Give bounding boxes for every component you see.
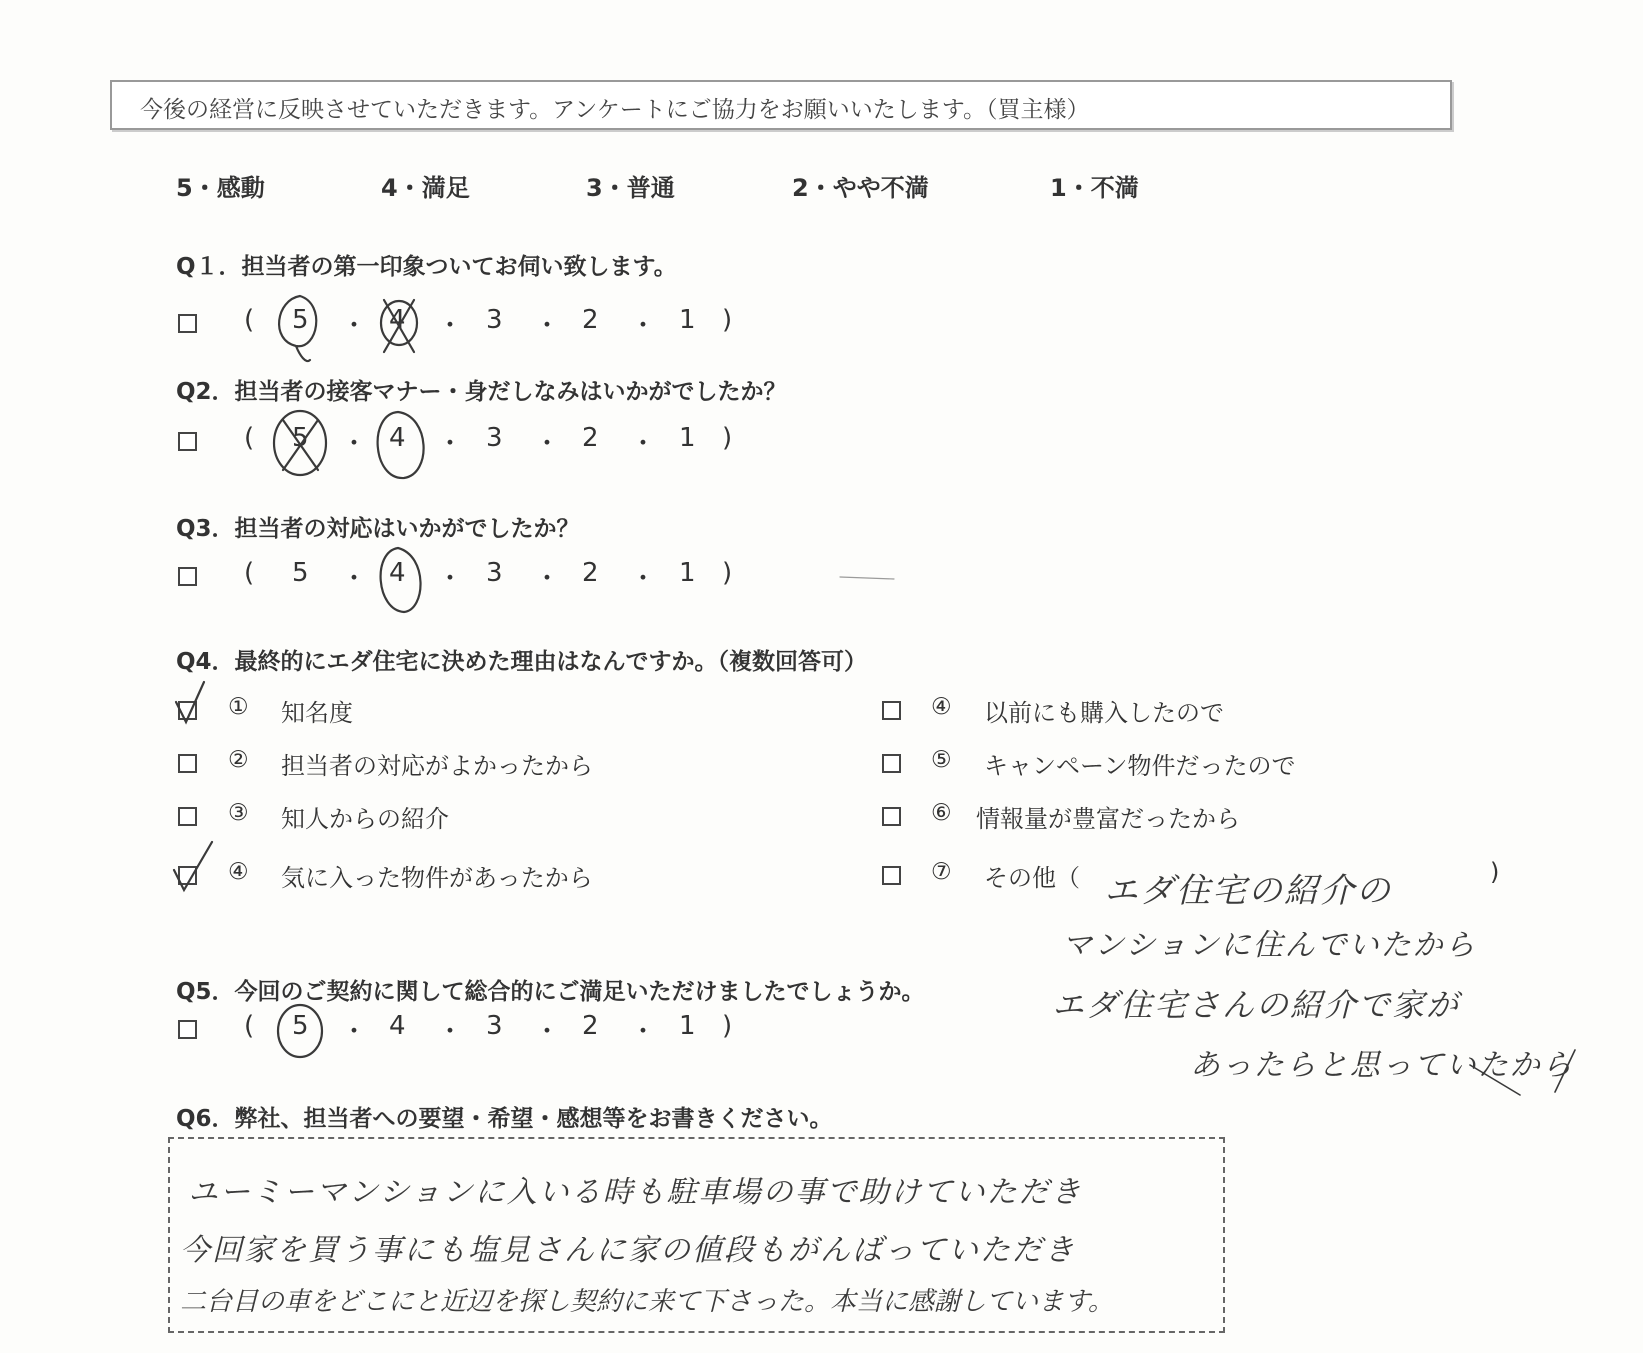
- q4-num-5: ④: [931, 694, 952, 720]
- scale-2: 2・やや不満: [792, 174, 929, 202]
- q1-circle-4: [381, 301, 417, 345]
- comment-hand-line-2: 今回家を買う事にも塩見さんに家の値段もがんばっていただき: [180, 1233, 1076, 1268]
- rating-close: ): [722, 558, 733, 588]
- q4-num-7: ⑥: [931, 800, 952, 826]
- q1-value-5[interactable]: 5: [292, 305, 309, 335]
- q4-option-1: 知名度: [281, 699, 353, 727]
- q2-value-1[interactable]: 1: [679, 423, 696, 453]
- q4-option-4: 気に入った物件があったから: [281, 864, 593, 892]
- q1-value-1[interactable]: 1: [679, 305, 696, 335]
- q2-value-4[interactable]: 4: [389, 423, 406, 453]
- rating-dot: ・: [534, 564, 561, 594]
- rating-open: (: [244, 305, 255, 335]
- scale-3: 3・普通: [586, 174, 675, 202]
- q2-value-3[interactable]: 3: [486, 423, 503, 453]
- q4-num-1: ①: [228, 694, 249, 720]
- q6-label: Q6．弊社、担当者への要望・希望・感想等をお書きください。: [176, 1106, 833, 1132]
- q5-value-5[interactable]: 5: [292, 1011, 309, 1041]
- rating-open: (: [244, 558, 255, 588]
- other-hand-line-3: エダ住宅さんの紹介で家が: [1052, 986, 1461, 1024]
- q3-label: Q3．担当者の対応はいかがでしたか？: [176, 516, 580, 542]
- rating-dot: ・: [341, 564, 368, 594]
- q4-option-3: 知人からの紹介: [281, 805, 449, 833]
- q5-value-4[interactable]: 4: [389, 1011, 406, 1041]
- q4-num-6: ⑤: [931, 747, 952, 773]
- q3-value-5[interactable]: 5: [292, 558, 309, 588]
- q3-value-1[interactable]: 1: [679, 558, 696, 588]
- rating-dot: ・: [630, 311, 657, 341]
- q1-value-4[interactable]: 4: [389, 305, 406, 335]
- rating-open: (: [244, 1011, 255, 1041]
- q4-option-6: キャンペーン物件だったので: [984, 752, 1296, 780]
- q5-value-2[interactable]: 2: [582, 1011, 599, 1041]
- rating-open: (: [244, 423, 255, 453]
- rating-dot: ・: [437, 429, 464, 459]
- q5-value-3[interactable]: 3: [486, 1011, 503, 1041]
- q5-circle-5: [278, 1005, 322, 1057]
- q2-value-2[interactable]: 2: [582, 423, 599, 453]
- other-hand-line-4: あったらと思っていたから: [1190, 1048, 1574, 1083]
- q1-label: Q１．担当者の第一印象ついてお伺い致します。: [176, 254, 677, 280]
- q2-label: Q2．担当者の接客マナー・身だしなみはいかがでしたか？: [176, 379, 787, 405]
- q3-circle-4: [381, 548, 421, 612]
- q3-value-3[interactable]: 3: [486, 558, 503, 588]
- rating-close: ): [722, 423, 733, 453]
- rating-dot: ・: [437, 564, 464, 594]
- rating-dot: ・: [630, 1017, 657, 1047]
- q1-value-2[interactable]: 2: [582, 305, 599, 335]
- stray-mark: [840, 577, 894, 579]
- q5-value-1[interactable]: 1: [679, 1011, 696, 1041]
- rating-dot: ・: [341, 311, 368, 341]
- q4-option-5: 以前にも購入したので: [984, 699, 1224, 727]
- q4-num-2: ②: [228, 747, 249, 773]
- rating-dot: ・: [534, 429, 561, 459]
- q4-option-7: 情報量が豊富だったから: [976, 805, 1240, 833]
- header-text: 今後の経営に反映させていただきます。アンケートにご協力をお願いいたします。（買主様）: [140, 97, 1090, 123]
- scale-5: 5・感動: [176, 174, 265, 202]
- q4-option-2: 担当者の対応がよかったから: [281, 752, 593, 780]
- q4-num-8: ⑦: [931, 859, 952, 885]
- q1-value-3[interactable]: 3: [486, 305, 503, 335]
- q4-other-close: ): [1490, 858, 1500, 886]
- rating-dot: ・: [341, 429, 368, 459]
- q1-circle-5: [279, 296, 316, 361]
- q2-value-5[interactable]: 5: [292, 423, 309, 453]
- q2-circle-4: [378, 412, 424, 478]
- stray-mark: [1470, 1050, 1575, 1095]
- other-hand-line-2: マンションに住んでいたから: [1062, 928, 1477, 963]
- q4-num-4: ④: [228, 859, 249, 885]
- q4-check-4: [174, 842, 212, 890]
- rating-dot: ・: [341, 1017, 368, 1047]
- rating-dot: ・: [630, 564, 657, 594]
- q4-check-1: [176, 682, 204, 722]
- rating-dot: ・: [630, 429, 657, 459]
- scale-4: 4・満足: [381, 174, 470, 202]
- scale-1: 1・不満: [1050, 174, 1139, 202]
- rating-dot: ・: [437, 1017, 464, 1047]
- q4-num-3: ③: [228, 800, 249, 826]
- rating-close: ): [722, 305, 733, 335]
- q2-cross-5: [283, 420, 318, 470]
- rating-close: ): [722, 1011, 733, 1041]
- q4-label: Q4．最終的にエダ住宅に決めた理由はなんですか。（複数回答可）: [176, 649, 868, 675]
- q3-value-2[interactable]: 2: [582, 558, 599, 588]
- other-hand-line-1: エダ住宅の紹介の: [1104, 871, 1392, 911]
- q3-value-4[interactable]: 4: [389, 558, 406, 588]
- q5-label: Q5．今回のご契約に関して総合的にご満足いただけましたでしょうか。: [176, 979, 925, 1005]
- comment-hand-line-3: 二台目の車をどこにと近辺を探し契約に来て下さった。本当に感謝しています。: [180, 1287, 1114, 1317]
- rating-dot: ・: [437, 311, 464, 341]
- rating-dot: ・: [534, 311, 561, 341]
- rating-dot: ・: [534, 1017, 561, 1047]
- q4-option-8: その他（: [984, 864, 1080, 892]
- comment-hand-line-1: ユーミーマンションに入いる時も駐車場の事で助けていただき: [188, 1175, 1083, 1210]
